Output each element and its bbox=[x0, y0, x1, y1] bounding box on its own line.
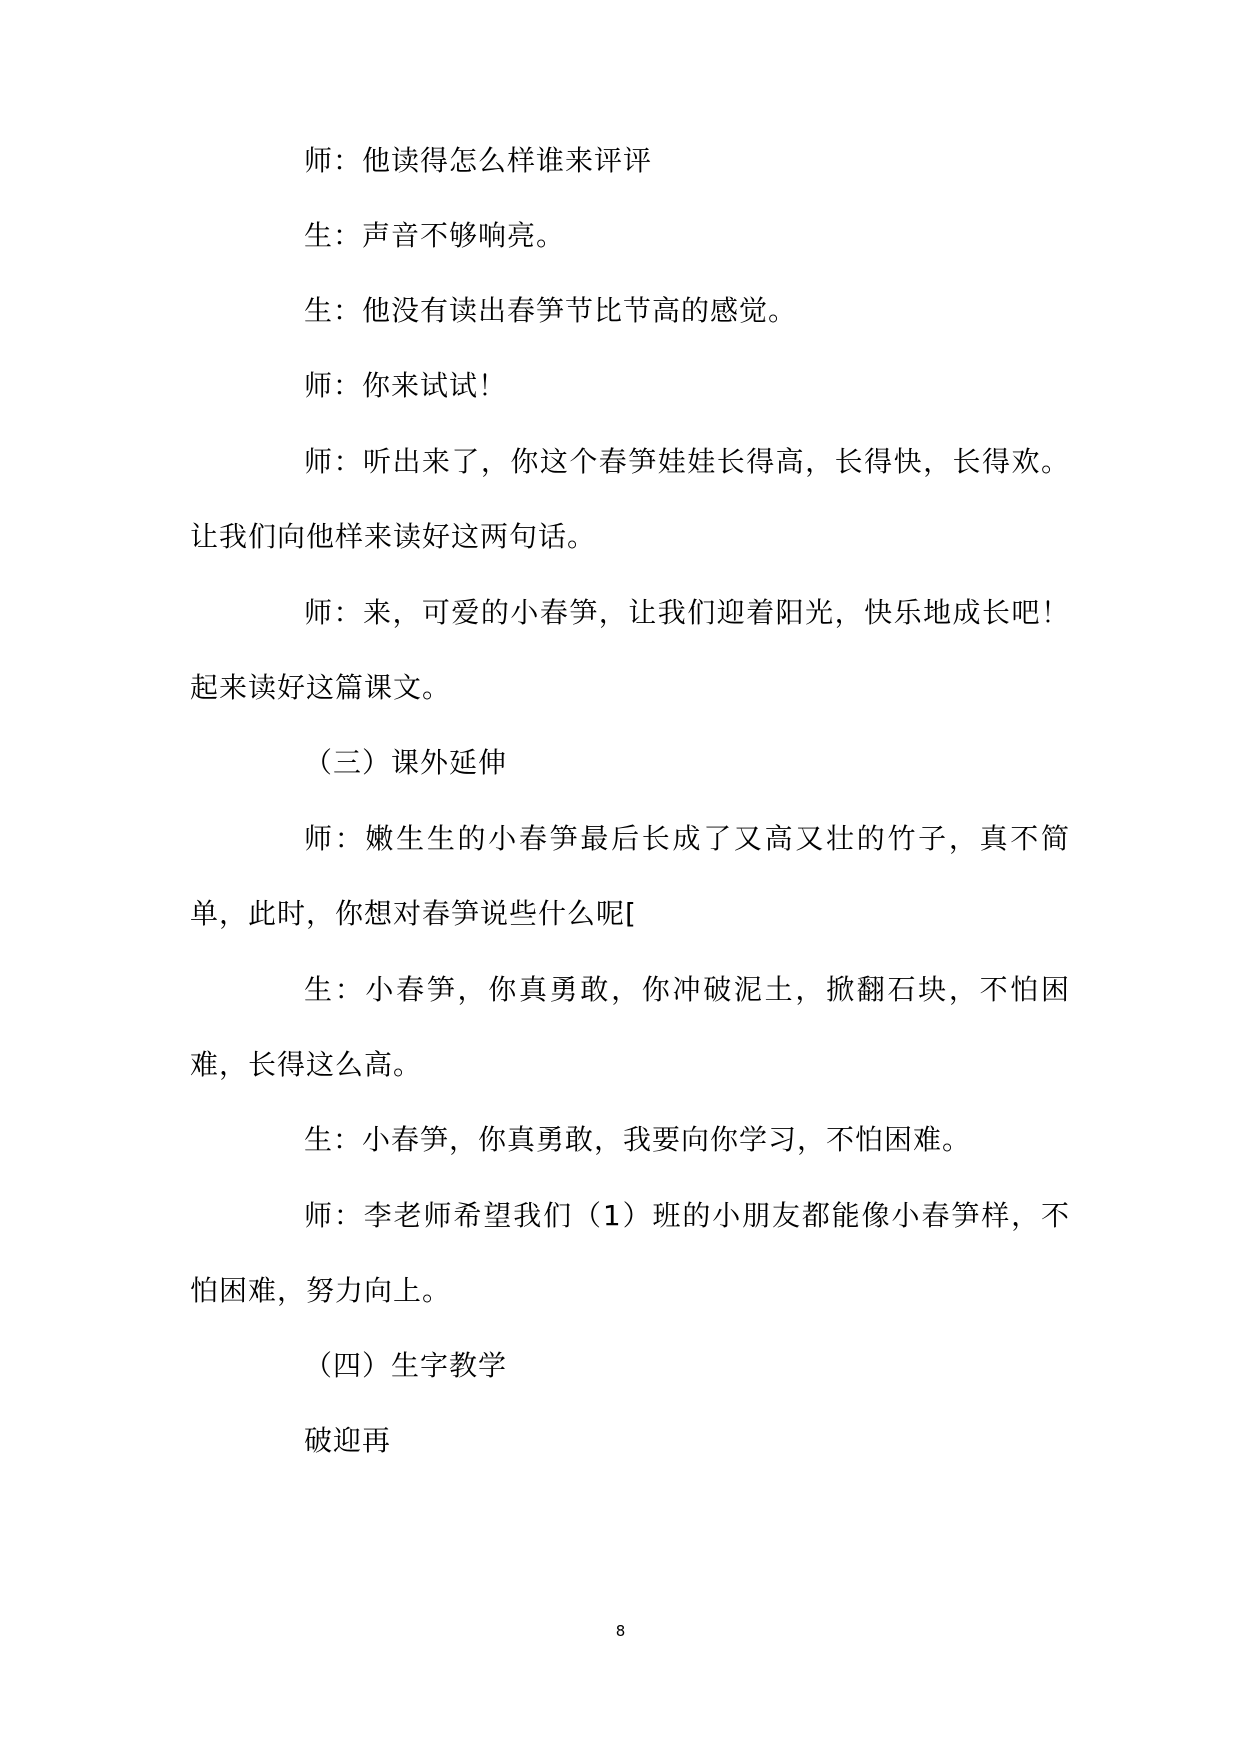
paragraph: 生：他没有读出春笋节比节高的感觉。 bbox=[304, 294, 798, 327]
section-heading: （三）课外延伸 bbox=[304, 746, 508, 779]
section-heading: （四）生字教学 bbox=[304, 1349, 508, 1382]
paragraph: 师：李老师希望我们（1）班的小朋友都能像小春笋样，不怕困难，努力向上。 bbox=[190, 1199, 1070, 1307]
paragraph: 师：听出来了，你这个春笋娃娃长得高，长得快，长得欢。让我们向他样来读好这两句话。 bbox=[190, 445, 1070, 553]
paragraph: 生：小春笋，你真勇敢，我要向你学习，不怕困难。 bbox=[304, 1123, 972, 1156]
paragraph: 师：来，可爱的小春笋，让我们迎着阳光，快乐地成长吧！起来读好这篇课文。 bbox=[190, 596, 1070, 704]
paragraph: 师：他读得怎么样谁来评评 bbox=[304, 144, 653, 177]
paragraph: 破迎再 bbox=[304, 1424, 392, 1457]
paragraph: 师：你来试试！ bbox=[304, 369, 508, 402]
paragraph: 生：声音不够响亮。 bbox=[304, 219, 566, 252]
page-number: 8 bbox=[615, 1622, 626, 1640]
paragraph: 师：嫩生生的小春笋最后长成了又高又壮的竹子，真不简单，此时，你想对春笋说些什么呢[ bbox=[190, 822, 1070, 930]
document-body bbox=[190, 142, 1070, 1497]
paragraph: 生：小春笋，你真勇敢，你冲破泥土，掀翻石块，不怕困难，长得这么高。 bbox=[190, 973, 1070, 1081]
